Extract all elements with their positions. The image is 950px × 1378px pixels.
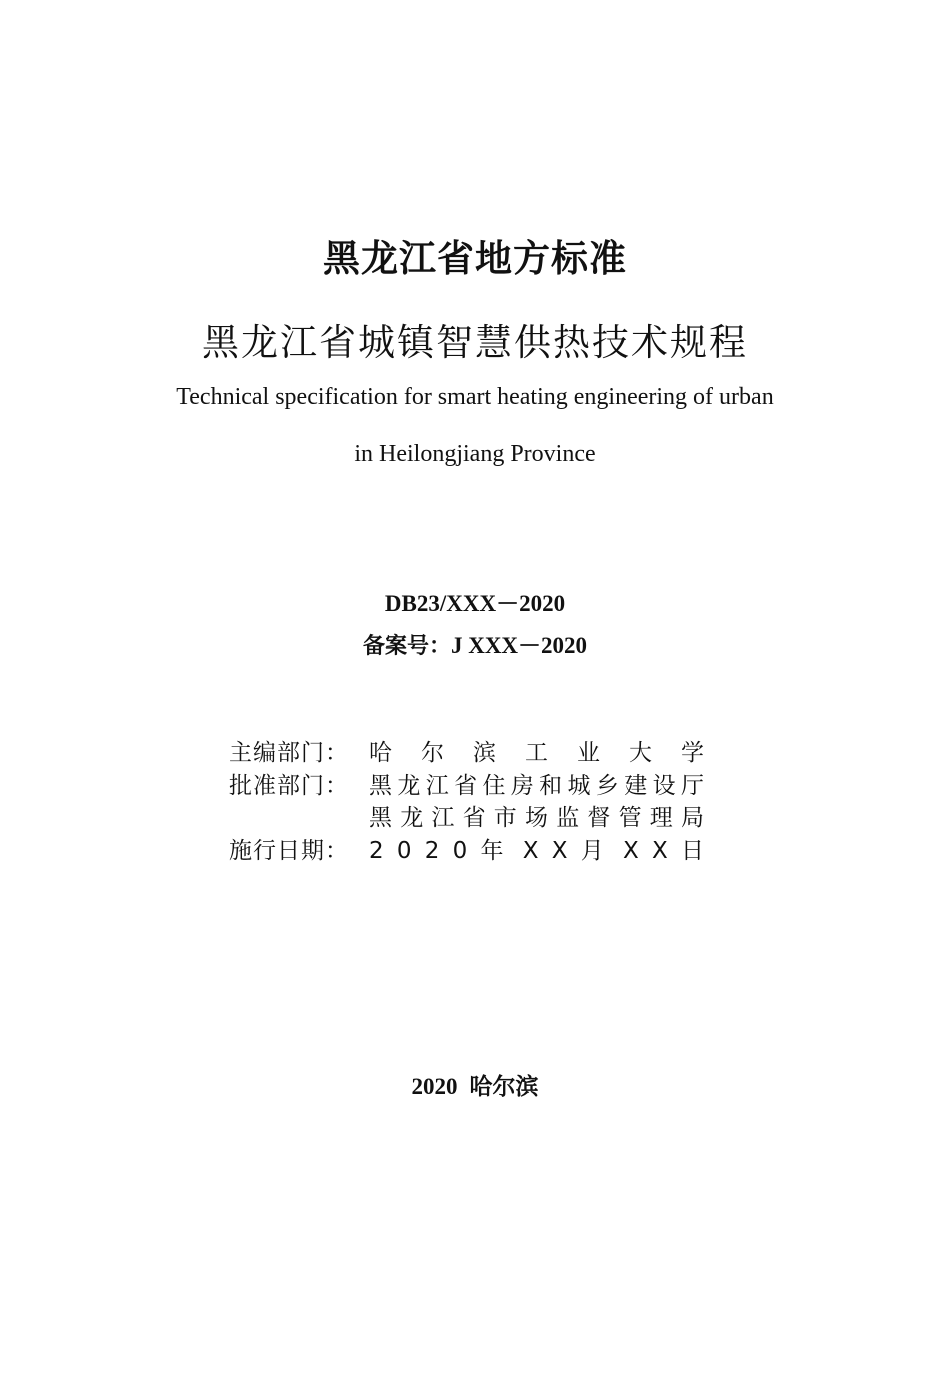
effective-date-value: 2 0 2 0 年 X X 月 X X 日 bbox=[369, 837, 704, 864]
publication-footer bbox=[0, 1068, 950, 1101]
english-title-line-1: Technical specification for smart heating engineering of urban bbox=[176, 384, 774, 410]
english-title-line-2: in Heilongjiang Province bbox=[354, 441, 596, 467]
approver-value-2: 黑龙江省市场监督管理局 bbox=[369, 805, 704, 831]
publication-year: 2020 bbox=[411, 1074, 458, 1099]
approver-value-1: 黑龙江省住房和城乡建设厅 bbox=[369, 772, 704, 799]
effective-date-label: 施行日期： bbox=[229, 837, 349, 864]
standard-number: DB23/XXX－2020 bbox=[384, 591, 566, 616]
editor-label: 主编部门： bbox=[229, 740, 349, 766]
editor-value: 哈 尔 滨 工 业 大 学 bbox=[369, 740, 704, 766]
record-number-value: J XXX－2020 bbox=[450, 633, 588, 658]
record-number bbox=[0, 627, 950, 660]
chinese-title: 黑龙江省城镇智慧供热技术规程 bbox=[202, 321, 748, 364]
standard-category-heading: 黑龙江省地方标准 bbox=[323, 237, 627, 280]
approver-label: 批准部门： bbox=[229, 772, 349, 799]
publication-city: 哈尔滨 bbox=[469, 1074, 539, 1100]
record-number-label: 备案号： bbox=[362, 634, 451, 659]
